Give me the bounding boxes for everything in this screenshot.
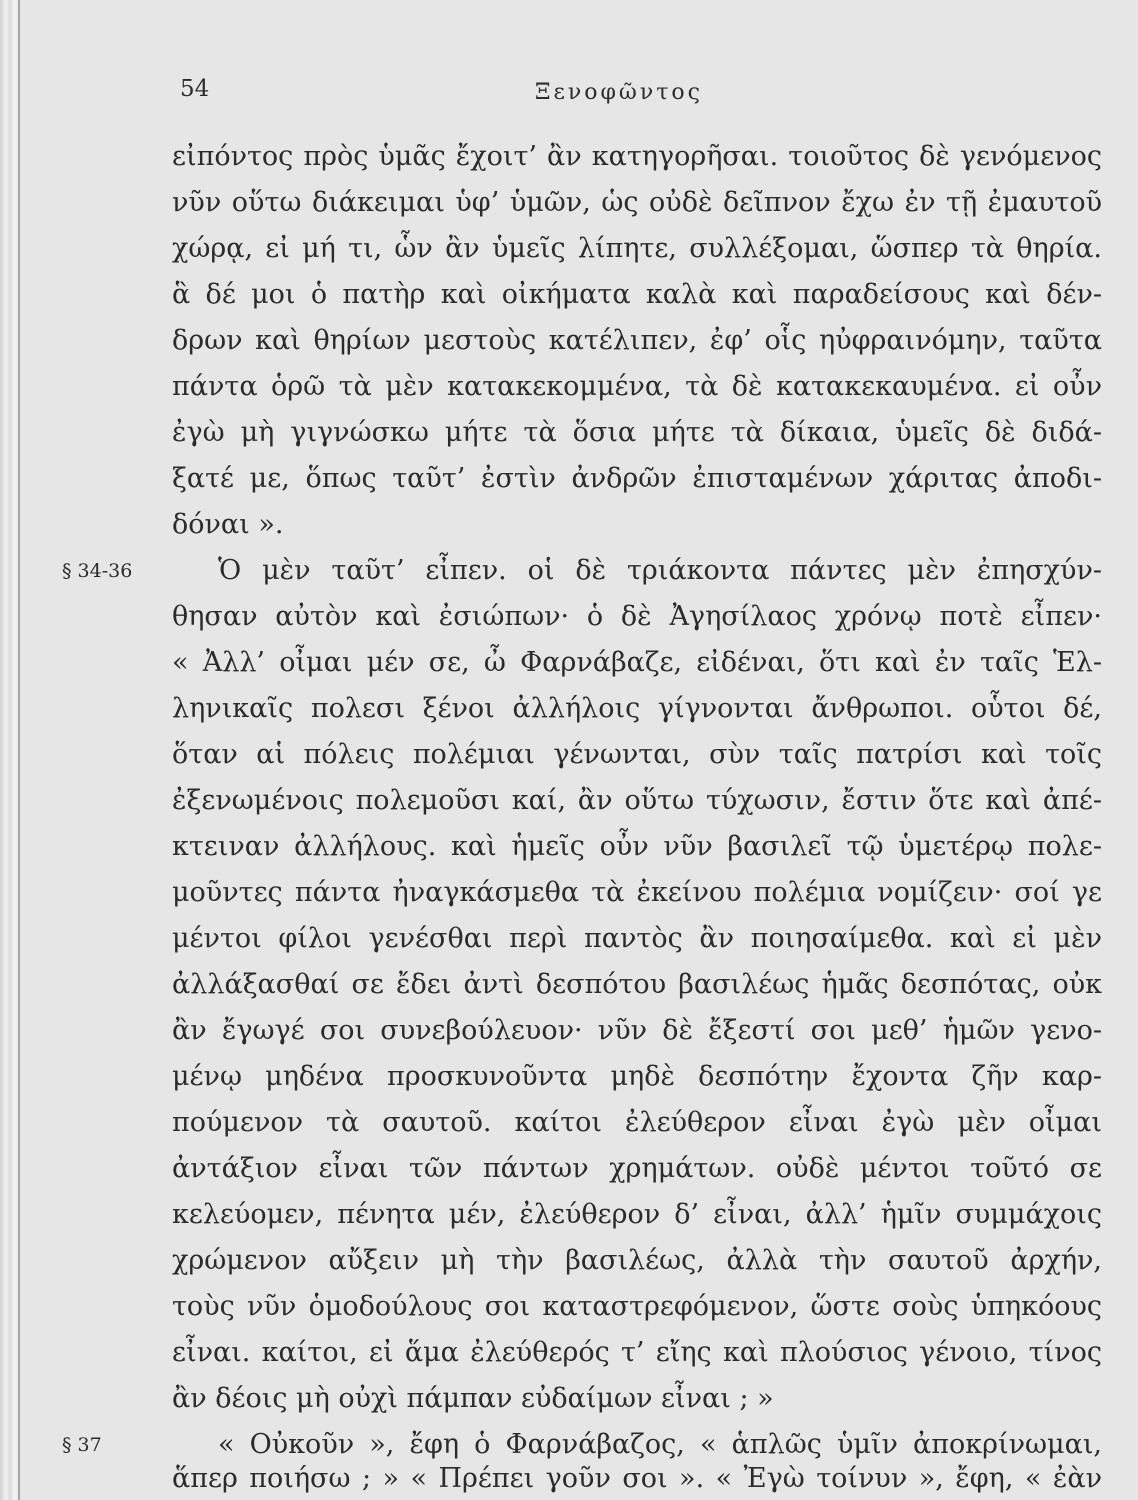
text-line: ἃ δέ μοι ὁ πατὴρ καὶ οἰκήματα καλὰ καὶ παραδείσους καὶ δέν-	[172, 279, 1102, 310]
text-line: Ὁ μὲν ταῦτ’ εἶπεν. οἱ δὲ τριάκοντα πάντες μὲν ἐπησχύν-	[218, 555, 1102, 586]
text-line: δρων καὶ θηρίων μεστοὺς κατέλιπεν, ἐφ’ οἷς ηὐφραινόμην, ταῦτα	[172, 325, 1102, 356]
text-line: εἰπόντος πρὸς ὑμᾶς ἔχοιτ’ ἂν κατηγορῆσαι. τοιοῦτος δὲ γενόμενος	[172, 141, 1102, 172]
text-line: μένῳ μηδένα προσκυνοῦντα μηδὲ δεσπότην ἔχοντα ζῆν καρ-	[172, 1061, 1102, 1092]
section-reference: § 34-36	[62, 560, 133, 582]
text-line: ἐξενωμένοις πολεμοῦσι καί, ἂν οὕτω τύχωσιν, ἔστιν ὅτε καὶ ἀπέ-	[172, 785, 1102, 816]
text-line: « Ἀλλ’ οἶμαι μέν σε, ὦ Φαρνάβαζε, εἰδέναι, ὅτι καὶ ἐν ταῖς Ἑλ-	[172, 647, 1102, 678]
text-line: εἶναι. καίτοι, εἰ ἅμα ἐλεύθερός τ’ εἴης καὶ πλούσιος γένοιο, τίνος	[172, 1337, 1102, 1368]
text-line: ἅπερ ποιήσω ; » « Πρέπει γοῦν σοι ». « Ἐγὼ τοίνυν », ἔφη, « ἐὰν	[172, 1463, 1102, 1494]
text-line: ληνικαῖς πολεσι ξένοι ἀλλήλοις γίγνονται ἄνθρωποι. οὗτοι δέ,	[172, 693, 1102, 724]
section-reference: § 37	[62, 1434, 102, 1456]
text-line: πούμενον τὰ σαυτοῦ. καίτοι ἐλεύθερον εἶναι ἐγὼ μὲν οἶμαι	[172, 1107, 1102, 1138]
text-line: ὅταν αἱ πόλεις πολέμιαι γένωνται, σὺν ταῖς πατρίσι καὶ τοῖς	[172, 739, 1102, 770]
text-line: χώρᾳ, εἰ μή τι, ὧν ἂν ὑμεῖς λίπητε, συλλέξομαι, ὥσπερ τὰ θηρία.	[172, 233, 1102, 264]
text-line: ἂν ἔγωγέ σοι συνεβούλευον· νῦν δὲ ἔξεστί σοι μεθ’ ἡμῶν γενο-	[172, 1015, 1102, 1046]
text-line: τοὺς νῦν ὁμοδούλους σοι καταστρεφόμενον, ὥστε σοὺς ὑπηκόους	[172, 1291, 1102, 1322]
text-line: ἀλλάξασθαί σε ἔδει ἀντὶ δεσπότου βασιλέως ἡμᾶς δεσπότας, οὐκ	[172, 969, 1102, 1000]
text-line: ἂν δέοις μὴ οὐχὶ πάμπαν εὐδαίμων εἶναι ; »	[172, 1383, 774, 1414]
text-line: θησαν αὐτὸν καὶ ἐσιώπων· ὁ δὲ Ἀγησίλαος χρόνῳ ποτὲ εἶπεν·	[172, 601, 1102, 632]
text-line: κελεύομεν, πένητα μέν, ἐλεύθερον δ’ εἶναι, ἀλλ’ ἡμῖν συμμάχοις	[172, 1199, 1102, 1230]
page-number: 54	[180, 76, 210, 102]
text-line: πάντα ὁρῶ τὰ μὲν κατακεκομμένα, τὰ δὲ κατακεκαυμένα. εἰ οὖν	[172, 371, 1102, 402]
running-title: Ξενοφῶντος	[535, 80, 703, 105]
text-line: μοῦντες πάντα ἠναγκάσμεθα τὰ ἐκείνου πολέμια νομίζειν· σοί γε	[172, 877, 1102, 908]
text-line: ἀντάξιον εἶναι τῶν πάντων χρημάτων. οὐδὲ μέντοι τοῦτό σε	[172, 1153, 1102, 1184]
text-line: δόναι ».	[172, 509, 284, 540]
text-line: μέντοι φίλοι γενέσθαι περὶ παντὸς ἂν ποιησαίμεθα. καὶ εἰ μὲν	[172, 923, 1102, 954]
text-line: νῦν οὕτω διάκειμαι ὑφ’ ὑμῶν, ὡς οὐδὲ δεῖπνον ἔχω ἐν τῇ ἐμαυτοῦ	[172, 187, 1102, 218]
text-line: « Οὐκοῦν », ἔφη ὁ Φαρνάβαζος, « ἁπλῶς ὑμῖν ἀποκρίνωμαι,	[218, 1429, 1102, 1460]
text-line: ξατέ με, ὅπως ταῦτ’ ἐστὶν ἀνδρῶν ἐπισταμένων χάριτας ἀποδι-	[172, 463, 1102, 494]
page-edge-line	[18, 0, 20, 1500]
text-line: κτειναν ἀλλήλους. καὶ ἡμεῖς οὖν νῦν βασιλεῖ τῷ ὑμετέρῳ πολε-	[172, 831, 1102, 862]
text-line: ἐγὼ μὴ γιγνώσκω μήτε τὰ ὅσια μήτε τὰ δίκαια, ὑμεῖς δὲ διδά-	[172, 417, 1102, 448]
text-line: χρώμενον αὔξειν μὴ τὴν βασιλέως, ἀλλὰ τὴν σαυτοῦ ἀρχήν,	[172, 1245, 1102, 1276]
